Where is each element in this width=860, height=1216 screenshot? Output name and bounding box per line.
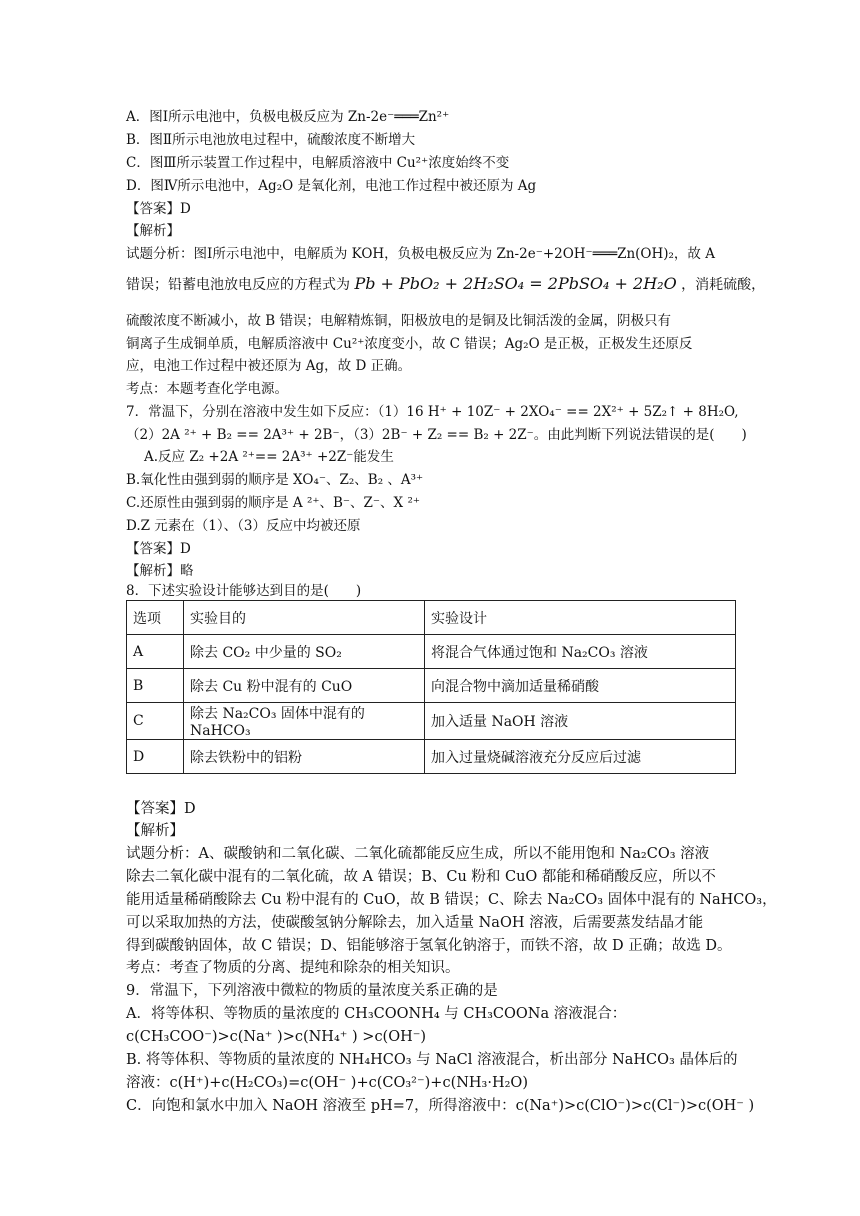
q8-analysis-line-2: 除去二氧化碳中混有的二氧化硫，故 A 错误；B、Cu 粉和 CuO 都能和稀硝酸反应，所以不	[126, 869, 716, 885]
q6-analysis-label: 【解析】	[126, 223, 180, 239]
q8-analysis-line-4: 可以采取加热的方法，使碳酸氢钠分解除去，加入适量 NaOH 溶液，后需要蒸发结晶才能	[126, 915, 704, 931]
q7-option-b: B.氧化性由强到弱的顺序是 XO₄⁻、Z₂、B₂ 、A³⁺	[126, 472, 424, 488]
q7-stem-line-1: 7．常温下，分别在溶液中发生如下反应：（1）16 H⁺ + 10Z⁻ + 2XO₄⁻ == 2X²⁺ + 5Z₂↑ + 8H₂O,	[126, 404, 739, 420]
q6-option-d: D．图Ⅳ所示电池中，Ag₂O 是氧化剂，电池工作过程中被还原为 Ag	[126, 178, 537, 194]
table-cell: 除去铁粉中的铝粉	[184, 740, 425, 774]
q7-stem-line-2: （2）2A ²⁺ + B₂ == 2A³⁺ + 2B⁻，（3）2B⁻ + Z₂ == B₂ + 2Z⁻。由此判断下列说法错误的是( )	[126, 427, 747, 443]
table-header-cell: 选项	[127, 601, 184, 635]
q9-line-5: C．向饱和氯水中加入 NaOH 溶液至 pH=7，所得溶液中：c(Na⁺)>c(ClO⁻)>c(Cl⁻)>c(OH⁻ )	[126, 1098, 755, 1114]
table-row	[127, 703, 736, 740]
q7-option-c: C.还原性由强到弱的顺序是 A ²⁺、B⁻、Z⁻、X ²⁺	[126, 495, 421, 511]
table-cell: 除去 Na₂CO₃ 固体中混有的 NaHCO₃	[184, 703, 425, 740]
table-header-row	[127, 601, 736, 635]
q9-line-3: B. 将等体积、等物质的量浓度的 NH₄HCO₃ 与 NaCl 溶液混合，析出部分 NaHCO₃ 晶体后的	[126, 1052, 738, 1068]
table-row	[127, 669, 736, 703]
experiment-table	[126, 600, 736, 774]
table-cell: 除去 Cu 粉中混有的 CuO	[184, 669, 425, 703]
q8-stem: 8．下述实验设计能够达到目的是( )	[126, 583, 362, 599]
table-cell: B	[127, 669, 184, 703]
q6-analysis-line-6: 考点：本题考查化学电源。	[126, 381, 288, 397]
table-row	[127, 740, 736, 774]
q7-option-a: A.反应 Z₂ +2A ²⁺== 2A³⁺ +2Z⁻能发生	[144, 449, 394, 465]
q7-answer: 【答案】D	[126, 541, 191, 557]
q8-analysis-line-5: 得到碳酸钠固体，故 C 错误；D、铝能够溶于氢氧化钠溶于，而铁不溶，故 D 正确；故选 D。	[126, 938, 732, 954]
table-cell: 加入适量 NaOH 溶液	[425, 703, 736, 740]
q9-stem: 9．常温下，下列溶液中微粒的物质的量浓度关系正确的是	[126, 983, 498, 999]
table-cell: 加入过量烧碱溶液充分反应后过滤	[425, 740, 736, 774]
table-cell: D	[127, 740, 184, 774]
table-header-cell: 实验目的	[184, 601, 425, 635]
q8-answer: 【答案】D	[126, 801, 196, 817]
q6-option-c: C．图Ⅲ所示装置工作过程中，电解质溶液中 Cu²⁺浓度始终不变	[126, 155, 510, 171]
q6-analysis-line-4: 铜离子生成铜单质，电解质溶液中 Cu²⁺浓度变小，故 C 错误；Ag₂O 是正极，正极发生还原反	[126, 336, 693, 352]
q7-analysis: 【解析】略	[126, 563, 194, 579]
q9-line-2: c(CH₃COO⁻)>c(Na⁺ )>c(NH₄⁺ ) >c(OH⁻)	[126, 1029, 427, 1045]
q6-equation: Pb + PbO₂ + 2H₂SO₄ = 2PbSO₄ + 2H₂O	[354, 274, 677, 293]
table-header-cell: 实验设计	[425, 601, 736, 635]
table-cell: A	[127, 635, 184, 669]
q9-line-1: A．将等体积、等物质的量浓度的 CH₃COONH₄ 与 CH₃COONa 溶液混合：	[126, 1006, 627, 1022]
q6-equation-line	[126, 272, 765, 297]
q8-analysis-line-6: 考点：考查了物质的分离、提纯和除杂的相关知识。	[126, 960, 460, 976]
q6-option-a: A．图Ⅰ所示电池中，负极电极反应为 Zn-2e⁻═══Zn²⁺	[126, 109, 450, 125]
table-row	[127, 635, 736, 669]
q8-analysis-label: 【解析】	[126, 823, 184, 839]
q6-analysis-line-3: 硫酸浓度不断减小，故 B 错误；电解精炼铜，阳极放电的是铜及比铜活泼的金属，阴极只有	[126, 313, 672, 329]
table-cell: 向混合物中滴加适量稀硝酸	[425, 669, 736, 703]
q6-analysis-line-5: 应，电池工作过程中被还原为 Ag，故 D 正确。	[126, 358, 412, 374]
q9-line-4: 溶液：c(H⁺)+c(H₂CO₃)=c(OH⁻ )+c(CO₃²⁻)+c(NH₃·H₂O)	[126, 1075, 528, 1091]
q6-option-b: B．图Ⅱ所示电池放电过程中，硫酸浓度不断增大	[126, 132, 416, 148]
table-cell: 将混合气体通过饱和 Na₂CO₃ 溶液	[425, 635, 736, 669]
q8-analysis-line-1: 试题分析：A、碳酸钠和二氧化碳、二氧化硫都能反应生成，所以不能用饱和 Na₂CO₃ 溶液	[126, 846, 710, 862]
table-cell: 除去 CO₂ 中少量的 SO₂	[184, 635, 425, 669]
table-cell: C	[127, 703, 184, 740]
q6-equation-tail: ，消耗硫酸，	[681, 277, 766, 293]
q6-answer: 【答案】D	[126, 201, 191, 217]
q8-analysis-line-3: 能用适量稀硝酸除去 Cu 粉中混有的 CuO，故 B 错误；C、除去 Na₂CO₃ 固体中混有的 NaHCO₃，	[126, 892, 777, 908]
q7-option-d: D.Z 元素在（1）、（3）反应中均被还原	[126, 518, 361, 534]
q6-analysis-line-1: 试题分析：图Ⅰ所示电池中，电解质为 KOH，负极电极反应为 Zn-2e⁻+2OH⁻═══Zn(OH)₂，故 A	[126, 246, 715, 262]
q6-analysis-line-2: 错误；铅蓄电池放电反应的方程式为	[126, 277, 350, 293]
